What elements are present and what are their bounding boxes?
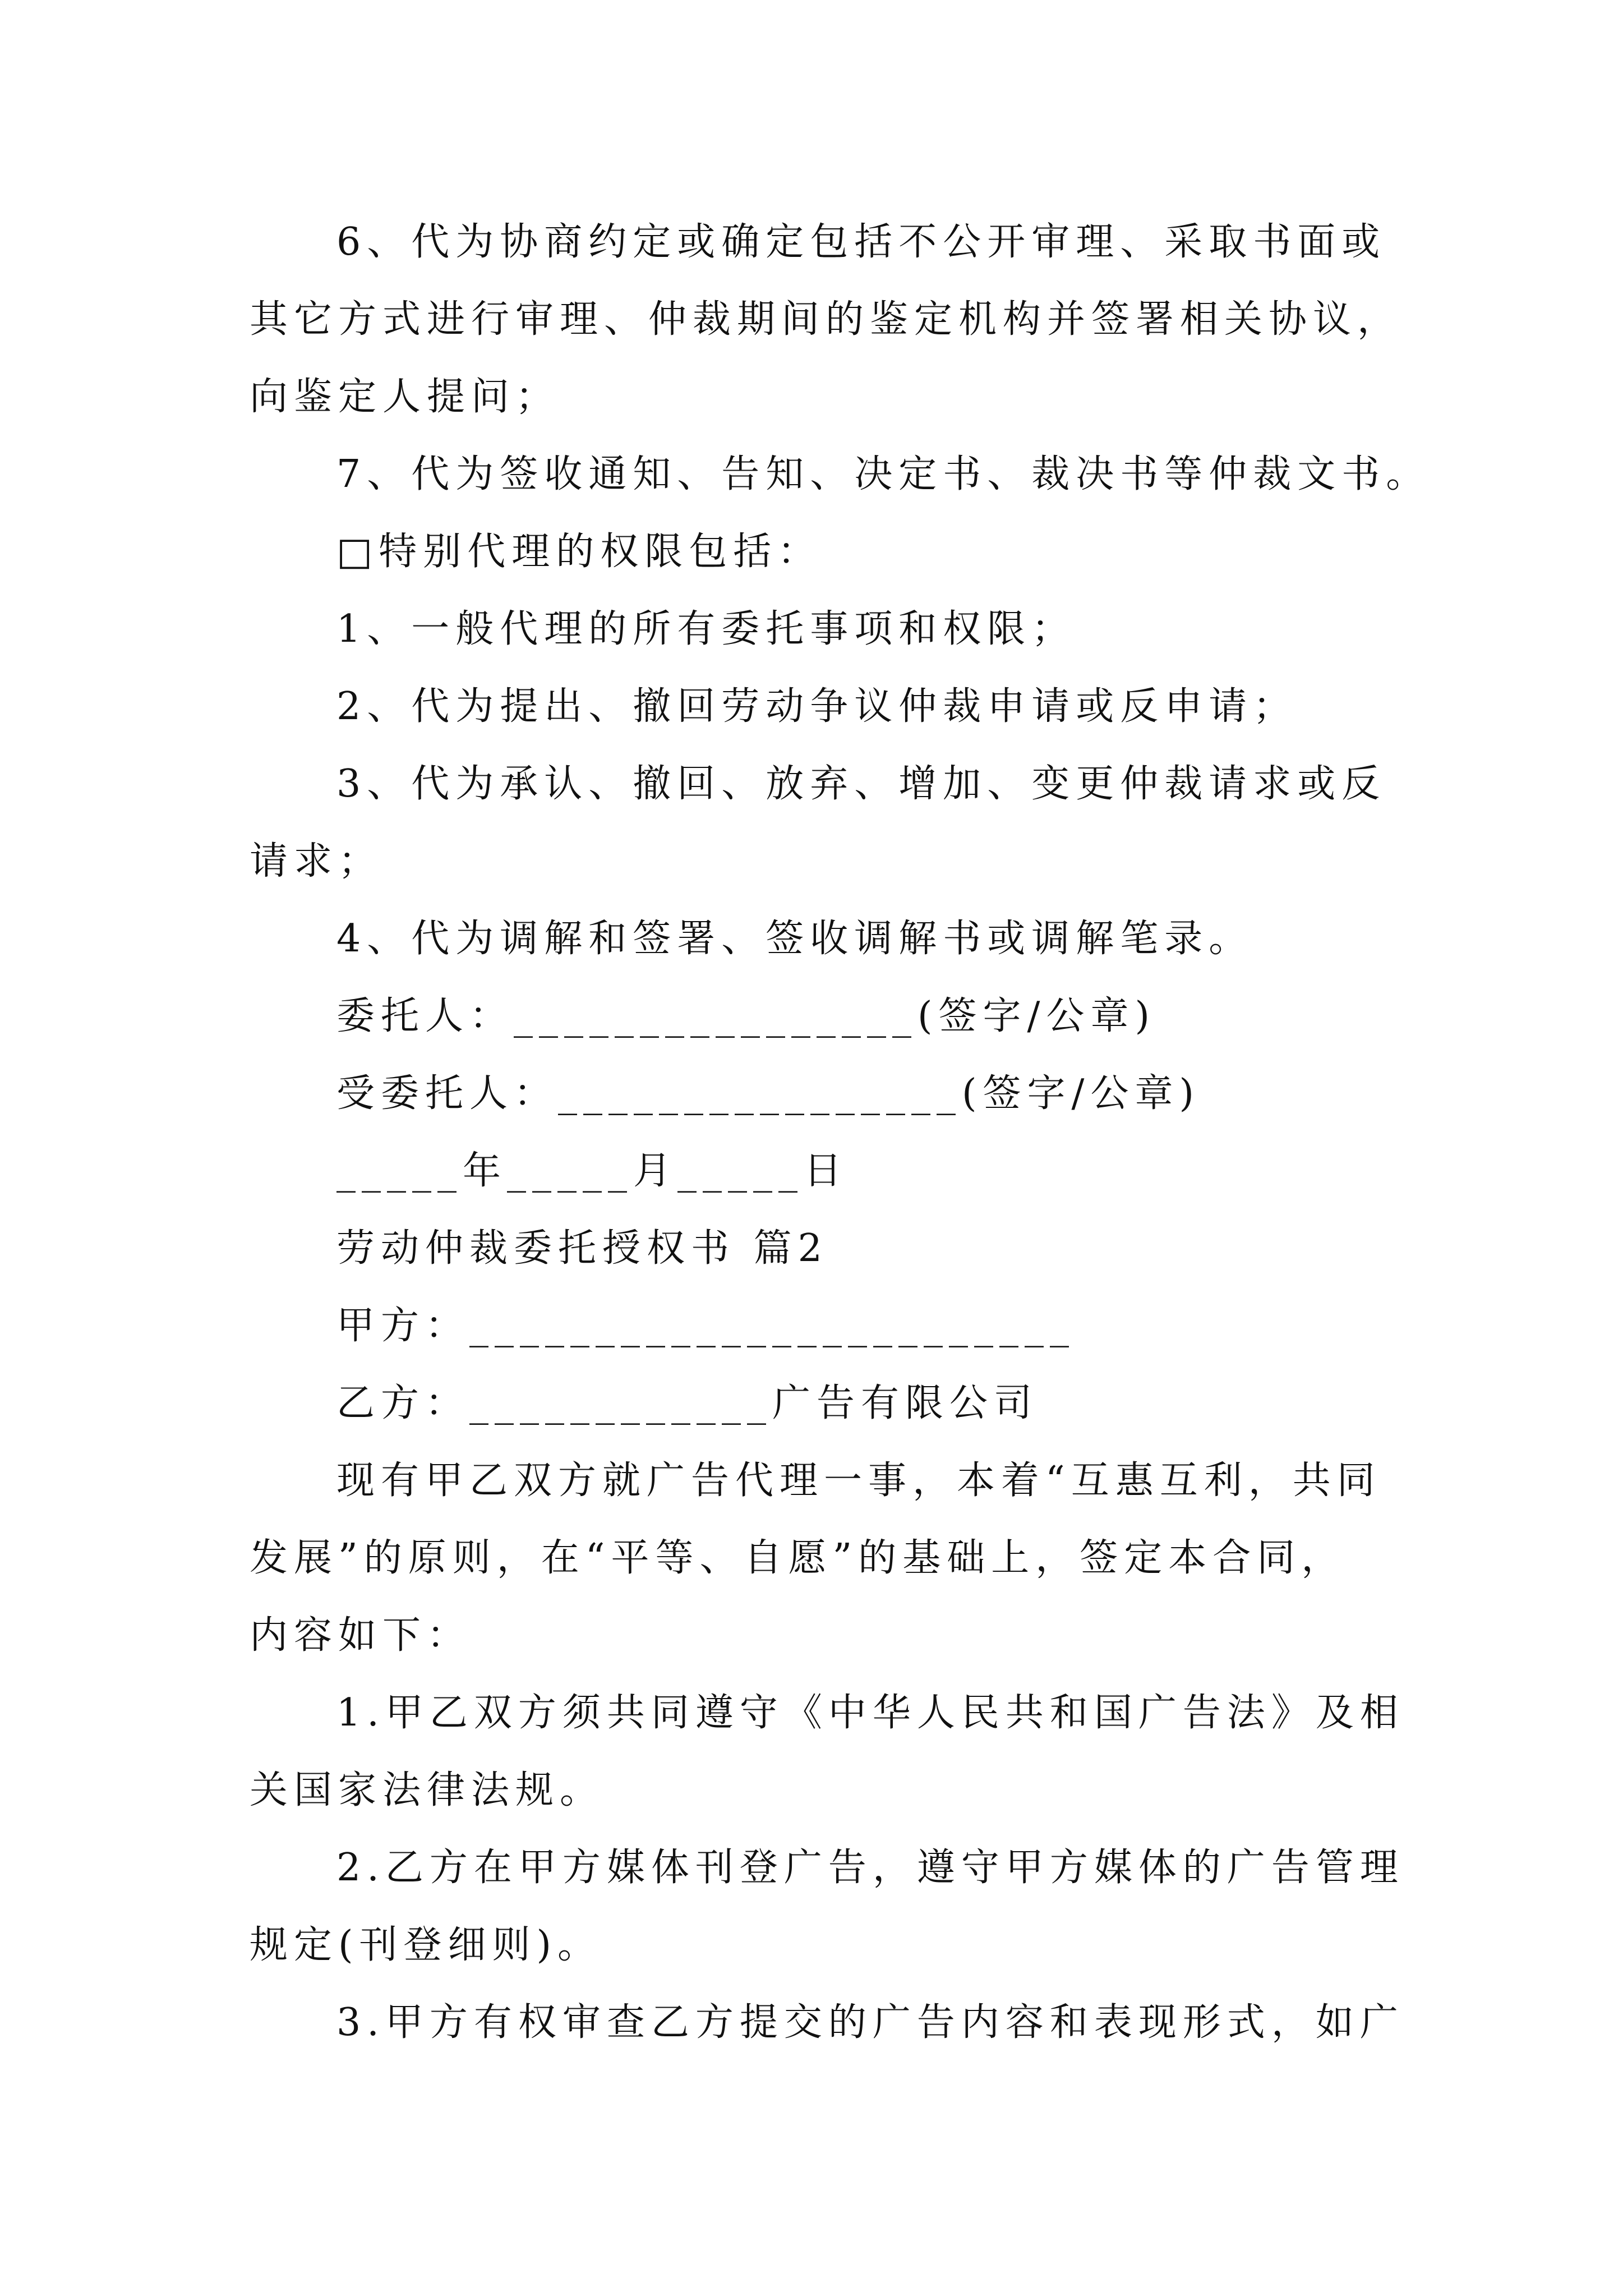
paragraph-line: 发展”的原则，在“平等、自愿”的基础上，签定本合同， (250, 1536, 1346, 1580)
party-b-line: 乙方：____________广告有限公司 (336, 1381, 1039, 1425)
paragraph-line: 其它方式进行审理、仲裁期间的鉴定机构并签署相关协议， (250, 297, 1402, 342)
paragraph-line: 请求； (250, 839, 383, 884)
section-heading: 劳动仲裁委托授权书 篇2 (336, 1226, 828, 1271)
paragraph-line: 3.甲方有权审查乙方提交的广告内容和表现形式，如广 (336, 2000, 1404, 2045)
paragraph-line: 4、代为调解和签署、签收调解书或调解笔录。 (336, 917, 1253, 961)
paragraph-line: 内容如下： (250, 1613, 472, 1658)
signature-line-principal: 委托人：________________(签字/公章) (336, 994, 1156, 1038)
paragraph-line: 2.乙方在甲方媒体刊登广告，遵守甲方媒体的广告管理 (336, 1846, 1404, 1890)
signature-line-agent: 受委托人：________________(签字/公章) (336, 1071, 1200, 1116)
paragraph-line: 关国家法律法规。 (250, 1768, 605, 1812)
party-a-line: 甲方：________________________ (336, 1304, 1076, 1348)
paragraph-line: 1、一般代理的所有委托事项和权限； (336, 607, 1076, 651)
paragraph-line: 规定(刊登细则)。 (250, 1923, 602, 1967)
paragraph-line: 1.甲乙双方须共同遵守《中华人民共和国广告法》及相 (336, 1691, 1404, 1735)
paragraph-line: 3、代为承认、撤回、放弃、增加、变更仲裁请求或反 (336, 762, 1386, 806)
paragraph-line: 6、代为协商约定或确定包括不公开审理、采取书面或 (336, 220, 1386, 264)
paragraph-line: 现有甲乙双方就广告代理一事，本着“互惠互利，共同 (336, 1458, 1381, 1503)
paragraph-line: □特别代理的权限包括： (336, 530, 822, 574)
paragraph-line: 7、代为签收通知、告知、决定书、裁决书等仲裁文书。 (336, 452, 1431, 496)
date-line: _____年_____月_____日 (336, 1149, 849, 1193)
paragraph-line: 2、代为提出、撤回劳动争议仲裁申请或反申请； (336, 684, 1298, 729)
paragraph-line: 向鉴定人提问； (250, 375, 560, 419)
